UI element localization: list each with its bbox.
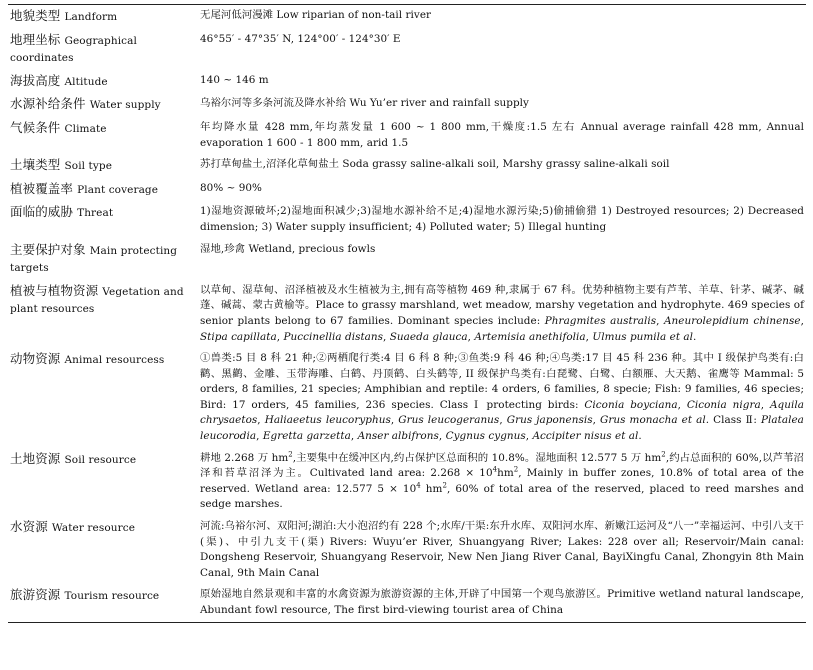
value-text: , <box>656 314 664 327</box>
value-text: hm <box>420 482 443 495</box>
value-text: , <box>256 430 263 443</box>
species-name: Accipiter nisus et al <box>532 430 639 443</box>
superscript: 2 <box>442 481 447 490</box>
value-text: , <box>276 330 284 343</box>
row-value: 乌裕尔河等多条河流及降水补给 Wu Yu’er river and rainfall supply <box>200 97 529 110</box>
value-text: , Mainly in buffer zones, 10.8% of total area of the reserved. Wetland area: 12.577 5 × 10 <box>200 467 804 495</box>
row-label-zh: 动物资源 <box>10 351 61 367</box>
superscript: 2 <box>513 465 519 474</box>
species-name: Suaeda glauca <box>389 330 468 343</box>
row-label-zh: 地理坐标 <box>10 31 61 47</box>
row-label-zh: 水源补给条件 <box>10 96 86 112</box>
species-name: Puccinellia distans <box>283 330 384 343</box>
value-text: ①兽类:5 目 8 科 21 种;②两栖爬行类:4 目 6 科 8 种;③鱼类:9 科 46 种;④鸟类:17 目 45 科 236 种。其中 I 级保护鸟类有:白鹳、黑鹳、金雕、玉带海雕、白鹤、丹顶鹤、白头鹤等, II 级保护鸟类有:白琵鹭、白鹭、白额雁、大天鹅、雀鹰等 Mammal: 5 orders, 8 families, 21 species; Amphibian and reptile: 4 orders, 6 families, 8 specie; Fish: 9 families, 46 species; Bird: 17 orders, 45 families, 236 species. Class Ⅰ protecting birds: <box>200 352 804 411</box>
species-name: Haliaeetus leucoryphus <box>264 414 391 427</box>
value-text: , <box>760 398 770 411</box>
row-value: 河流:乌裕尔河、双阳河;湖泊:大小泡沼约有 228 个;水库/干渠:东升水库、双阳河水库、新嫩江运河及“八一”幸福运河、中引八支干(渠)、中引九支干(渠) Rivers: Wuyu’er River, Shuangyang River; Lakes: 228 over all; Reservoir/Main canal: Dongsheng Reservoir, Shuangyang Reservoir, New Nen Jiang River Canal, BayiXingfu Canal, Zhongyin 8th Main Canal, 9th Main Canal <box>200 520 804 579</box>
species-name: Stipa capillata <box>200 330 277 343</box>
row-label-en: Water resource <box>51 522 136 535</box>
table-row <box>8 5 806 29</box>
row-label <box>8 448 198 516</box>
row-label-en: Threat <box>77 207 114 220</box>
table-row <box>8 239 806 280</box>
table-row <box>8 29 806 70</box>
species-name: Aquila chrysaetos <box>200 398 804 427</box>
row-label <box>8 239 198 280</box>
row-value: 原始湿地自然景观和丰富的水禽资源为旅游资源的主体,开辟了中国第一个观鸟旅游区。Primitive wetland natural landscape, Abundant fowl resource, The first bird-viewing tourist area of China <box>198 584 806 622</box>
row-label <box>8 117 198 154</box>
row-label-en: Landform <box>64 11 118 23</box>
row-label-zh: 土地资源 <box>10 450 61 466</box>
row-label <box>8 29 198 70</box>
row-label-zh: 主要保护对象 <box>10 241 86 257</box>
table-row <box>8 584 806 622</box>
row-label <box>8 154 198 178</box>
row-label <box>8 178 198 202</box>
row-label-en: Soil resource <box>64 453 137 466</box>
species-name: Ciconia nigra <box>686 398 761 411</box>
row-value <box>198 448 806 516</box>
table-row <box>8 70 806 94</box>
value-text: . <box>638 430 642 443</box>
row-label-en: Animal resourcess <box>64 354 165 367</box>
table-row <box>8 93 806 117</box>
table-row <box>8 178 806 202</box>
row-value: 46°55′ - 47°35′ N, 124°00′ - 124°30′ E <box>200 32 401 45</box>
row-value: 140 ~ 146 m <box>200 73 269 86</box>
species-name: Grus monacha et al <box>600 414 706 427</box>
species-name: Ulmus pumila et al <box>592 330 694 343</box>
row-label <box>8 5 198 29</box>
table-row <box>8 201 806 238</box>
row-label-zh: 水资源 <box>10 519 48 535</box>
value-text: , 60% of total area of the reserved, placed to reed marshes and sedge marshes. <box>200 482 804 511</box>
row-label-zh: 植被与植物资源 <box>10 282 99 298</box>
table-body <box>8 5 806 623</box>
species-name: Aneurolepidium chinense <box>663 314 801 327</box>
value-text: . <box>693 330 697 343</box>
value-text: , <box>438 430 446 443</box>
superscript: 2 <box>288 450 293 459</box>
value-text: 耕地 2.268 万 hm <box>200 451 289 464</box>
row-value: 80% ~ 90% <box>200 181 262 194</box>
table-row <box>8 280 806 348</box>
value-text: , <box>800 314 804 327</box>
row-label-zh: 气候条件 <box>10 119 61 135</box>
value-text: , <box>592 414 601 427</box>
value-text: , <box>257 414 265 427</box>
value-text: , <box>350 430 358 443</box>
species-name: Phragmites australis <box>544 314 657 327</box>
value-text: , <box>525 430 533 443</box>
species-name: Platalea leucorodia <box>200 414 804 443</box>
row-value: 苏打草甸盐土,沼泽化草甸盐土 Soda grassy saline-alkali soil, Marshy grassy saline-alkali soil <box>200 158 670 171</box>
row-label-en: Main protecting targets <box>10 244 178 275</box>
row-label-en: Altitude <box>64 75 108 88</box>
row-label-en: Climate <box>64 122 107 135</box>
value-text: ,主要集中在缓冲区内,约占保护区总面积的 10.8%。湿地面积 12.577 5 万 hm <box>292 451 662 464</box>
row-label-zh: 面临的威胁 <box>10 204 74 220</box>
row-label-zh: 地貌类型 <box>10 8 61 23</box>
wetland-attributes-table <box>8 4 806 623</box>
row-label-en: Soil type <box>64 160 113 173</box>
table-row <box>8 516 806 584</box>
superscript: 2 <box>661 450 666 459</box>
table-row <box>8 448 806 516</box>
species-name: Cygnus cygnus <box>445 430 526 443</box>
species-name: Anser albifrons <box>357 430 439 443</box>
row-label-zh: 土壤类型 <box>10 157 61 173</box>
value-text: , <box>383 330 390 343</box>
value-text: hm <box>497 467 514 480</box>
row-label-en: Water supply <box>89 99 161 112</box>
table-row <box>8 117 806 154</box>
row-label-zh: 海拔高度 <box>10 72 61 88</box>
value-text: 以草甸、湿草甸、沼泽植被及水生植被为主,拥有高等植物 469 种,隶属于 67 科。优势种植物主要有芦苇、羊草、针茅、碱茅、碱蓬、碱蒿、蒙古黄榆等。Place to grassy marshland, wet meadow, marshy vegetation and hydrophyte. 469 species of senior plants belong to 67 families. Dominant species include: <box>200 283 804 327</box>
species-name: Egretta garzetta <box>262 430 351 443</box>
table-row <box>8 154 806 178</box>
value-text: , <box>467 330 475 343</box>
row-label <box>8 584 198 622</box>
row-value: 湿地,珍禽 Wetland, precious fowls <box>200 242 376 255</box>
row-label-zh: 旅游资源 <box>10 587 61 603</box>
row-value: 1)湿地资源破坏;2)湿地面积减少;3)湿地水源补给不足;4)湿地水源污染;5)偷捕偷猎 1) Destroyed resources; 2) Decreased dimension; 3) Water supply insufficient; 4) Polluted water; 5) Illegal hunting <box>200 205 804 233</box>
value-text: ,约占总面积的 60%,以芦苇沼泽和苔草沼泽为主。Cultivated land area: 2.268 × 10 <box>200 451 804 480</box>
row-label <box>8 516 198 584</box>
value-text: , <box>677 398 687 411</box>
row-label <box>8 348 198 448</box>
row-label <box>8 93 198 117</box>
row-value <box>198 348 806 448</box>
value-text: , <box>585 330 593 343</box>
value-text: . Class Ⅱ: <box>705 414 761 427</box>
species-name: Grus japonensis <box>506 414 593 427</box>
row-label <box>8 280 198 348</box>
row-label <box>8 201 198 238</box>
row-label-en: Tourism resource <box>64 590 160 603</box>
value-text: , <box>390 414 399 427</box>
superscript: 4 <box>492 465 498 474</box>
superscript: 4 <box>416 481 421 490</box>
row-value: 年均降水量 428 mm,年均蒸发量 1 600 ~ 1 800 mm,干燥度:1.5 左右 Annual average rainfall 428 mm, Annual evaporation 1 600 - 1 800 mm, arid 1.5 <box>200 120 804 149</box>
row-label-en: Geographical coordinates <box>10 34 137 65</box>
row-label-zh: 植被覆盖率 <box>10 180 74 196</box>
species-name: Grus leucogeranus <box>398 414 500 427</box>
row-label-en: Vegetation and plant resources <box>10 285 184 316</box>
table-row <box>8 348 806 448</box>
value-text: , <box>499 414 507 427</box>
row-label-en: Plant coverage <box>77 183 159 196</box>
row-value <box>198 280 806 348</box>
row-label <box>8 70 198 94</box>
species-name: Ciconia boyciana <box>584 398 678 411</box>
row-value: 无尾河低河漫滩 Low riparian of non-tail river <box>198 5 806 29</box>
species-name: Artemisia anethifolia <box>474 330 586 343</box>
